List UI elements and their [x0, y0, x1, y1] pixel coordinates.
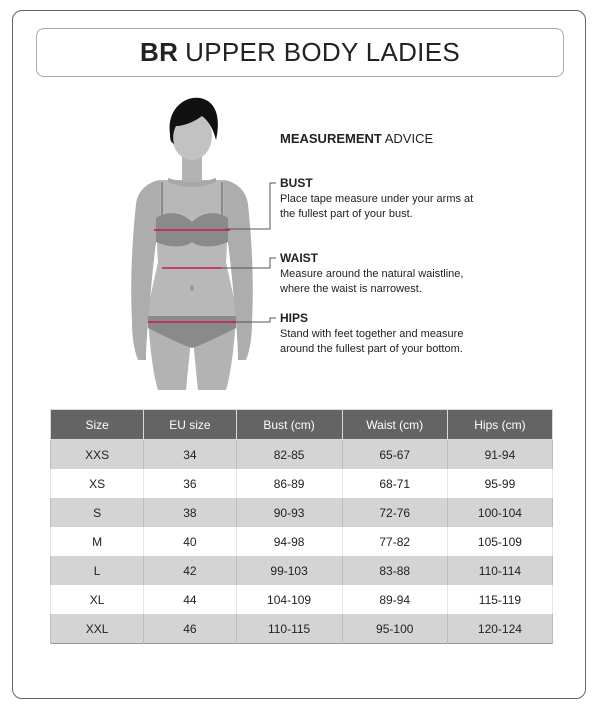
table-row [51, 440, 553, 470]
hips-text-line2: around the fullest part of your bottom. [280, 343, 463, 355]
waist-text-line2: where the waist is narrowest. [280, 283, 422, 295]
cell-eu-size: 38 [144, 498, 236, 527]
cell-size: M [51, 527, 144, 556]
bust-instruction [280, 176, 510, 222]
cell-size: S [51, 498, 144, 527]
hips-label: HIPS [280, 311, 309, 325]
header-hips: Hips (cm) [447, 410, 552, 440]
cell-hips: 95-99 [447, 469, 552, 498]
cell-waist: 89-94 [342, 585, 447, 614]
cell-eu-size: 44 [144, 585, 236, 614]
table-row [51, 556, 553, 585]
table-row [51, 498, 553, 527]
cell-hips: 105-109 [447, 527, 552, 556]
hips-instruction [280, 311, 510, 357]
cell-bust: 94-98 [236, 527, 342, 556]
cell-bust: 90-93 [236, 498, 342, 527]
cell-bust: 82-85 [236, 440, 342, 470]
cell-waist: 95-100 [342, 614, 447, 644]
cell-size: XXS [51, 440, 144, 470]
size-table [50, 409, 553, 644]
header-bust: Bust (cm) [236, 410, 342, 440]
advice-bold: MEASUREMENT [280, 131, 382, 146]
cell-waist: 65-67 [342, 440, 447, 470]
cell-bust: 99-103 [236, 556, 342, 585]
waist-instruction [280, 251, 510, 297]
bust-text-line2: the fullest part of your bust. [280, 208, 413, 220]
cell-eu-size: 42 [144, 556, 236, 585]
waist-text-line1: Measure around the natural waistline, [280, 268, 464, 280]
cell-bust: 86-89 [236, 469, 342, 498]
hips-text-line1: Stand with feet together and measure [280, 328, 464, 340]
cell-eu-size: 34 [144, 440, 236, 470]
table-header-row [51, 410, 553, 440]
cell-size: XS [51, 469, 144, 498]
advice-rest: ADVICE [384, 131, 434, 146]
cell-hips: 110-114 [447, 556, 552, 585]
header-size: Size [51, 410, 144, 440]
cell-hips: 91-94 [447, 440, 552, 470]
cell-hips: 120-124 [447, 614, 552, 644]
cell-waist: 83-88 [342, 556, 447, 585]
cell-eu-size: 40 [144, 527, 236, 556]
bust-label: BUST [280, 176, 313, 190]
cell-bust: 104-109 [236, 585, 342, 614]
cell-hips: 100-104 [447, 498, 552, 527]
cell-hips: 115-119 [447, 585, 552, 614]
cell-size: XL [51, 585, 144, 614]
title-text: UPPER BODY LADIES [185, 37, 460, 67]
header-waist: Waist (cm) [342, 410, 447, 440]
table-row [51, 469, 553, 498]
cell-size: XXL [51, 614, 144, 644]
table-row [51, 614, 553, 644]
table-row [51, 585, 553, 614]
waist-label: WAIST [280, 251, 318, 265]
cell-eu-size: 46 [144, 614, 236, 644]
cell-eu-size: 36 [144, 469, 236, 498]
title-brand: BR [140, 37, 179, 67]
table-row [51, 527, 553, 556]
measurement-advice-heading [280, 131, 433, 146]
header-eu-size: EU size [144, 410, 236, 440]
bust-text-line1: Place tape measure under your arms at [280, 193, 474, 205]
cell-waist: 72-76 [342, 498, 447, 527]
cell-waist: 77-82 [342, 527, 447, 556]
cell-waist: 68-71 [342, 469, 447, 498]
cell-bust: 110-115 [236, 614, 342, 644]
cell-size: L [51, 556, 144, 585]
